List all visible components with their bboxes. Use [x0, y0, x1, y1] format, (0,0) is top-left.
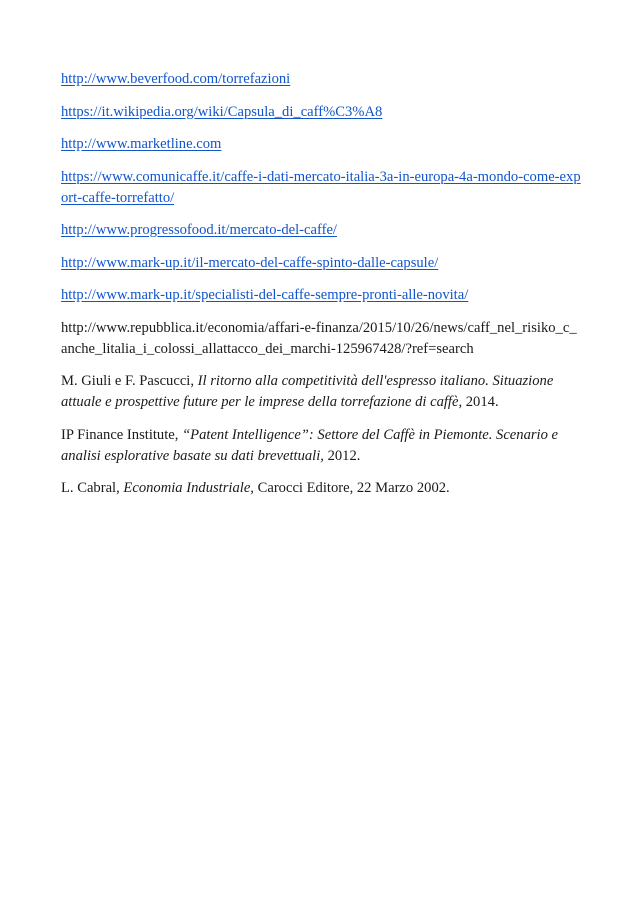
reference-link-comunicaffe [61, 167, 581, 209]
reference-title: Economia Industriale, [123, 480, 254, 496]
reference-authors: M. Giuli e F. Pascucci, [61, 373, 198, 389]
reference-publisher: Carocci Editore, 22 Marzo 2002. [253, 480, 450, 496]
reference-authors: L. Cabral, [61, 480, 124, 496]
markup-capsule-link[interactable]: http://www.mark-up.it/il-mercato-del-caffe-spinto-dalle-capsule/ [61, 254, 439, 271]
reference-title: “Patent Intelligence”: Settore del Caffè in Piemonte. Scenario e analisi esplorative basate su dati brevettuali, [61, 426, 559, 464]
bibliography-page [61, 69, 581, 511]
marketline-link[interactable]: http://www.marketline.com [61, 136, 222, 152]
reference-link-wikipedia [61, 102, 581, 123]
reference-link-markup-capsule [61, 253, 581, 274]
reference-link-beverfood [61, 69, 581, 90]
wikipedia-link[interactable]: https://it.wikipedia.org/wiki/Capsula_di_caff%C3%A8 [61, 103, 383, 120]
markup-specialisti-link[interactable]: http://www.mark-up.it/specialisti-del-caffe-sempre-pronti-alle-novita/ [61, 287, 469, 303]
reference-year: 2012. [323, 447, 361, 464]
reference-title: Il ritorno alla competitività dell'espresso italiano. Situazione attuale e prospettive future per le imprese della torrefazione di caffè, [61, 373, 554, 410]
reference-giuli-pascucci [61, 371, 581, 413]
reference-repubblica-url [61, 318, 581, 360]
reference-cabral [61, 478, 581, 499]
reference-authors: IP Finance Institute, [61, 426, 183, 443]
reference-link-marketline [61, 134, 581, 155]
reference-link-progressofood [61, 220, 581, 241]
reference-link-markup-specialisti [61, 285, 581, 306]
reference-ip-finance [61, 425, 581, 467]
repubblica-url-text: http://www.repubblica.it/economia/affari-e-finanza/2015/10/26/news/caff_nel_risiko_c_anche_litalia_i_colossi_allattacco_dei_marchi-125967428/?ref=search [61, 319, 577, 357]
beverfood-link[interactable]: http://www.beverfood.com/torrefazioni [61, 71, 291, 87]
reference-year: 2014. [462, 394, 499, 410]
comunicaffe-link[interactable]: https://www.comunicaffe.it/caffe-i-dati-mercato-italia-3a-in-europa-4a-mondo-come-export-caffe-torrefatto/ [61, 168, 581, 206]
progressofood-link[interactable]: http://www.progressofood.it/mercato-del-caffe/ [61, 222, 337, 238]
